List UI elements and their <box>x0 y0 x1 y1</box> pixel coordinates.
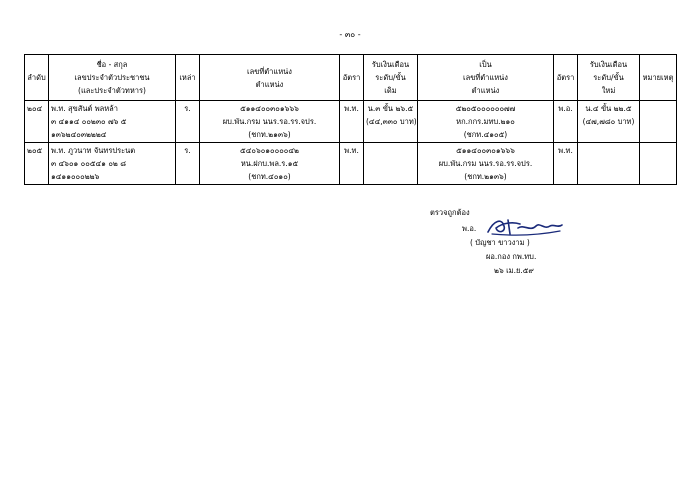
cell-branch: ร. <box>176 101 200 143</box>
position-ref: (ชกท.๔๑๐๕) <box>463 130 508 139</box>
position-title: ผบ.พัน.กรม นนร.รอ.รร.จปร. <box>438 159 533 168</box>
salary-level: น.๓ ขั้น ๒๖.๕ <box>367 104 414 113</box>
position-number: ๕๔๐๖๐๑๐๐๐๐๔๒ <box>240 146 299 155</box>
position-title: ผบ.พัน.กรม นนร.รอ.รร.จปร. <box>222 117 317 126</box>
cell-salary-old <box>364 101 418 143</box>
header-salary-new: รับเงินเดือน ระดับ/ขั้น ใหม่ <box>578 55 640 101</box>
cell-rank-new: พ.ท. <box>554 143 578 185</box>
cell-rank-old: พ.ท. <box>340 101 364 143</box>
person-name: พ.ท. สุขสันต์ พลหล้า <box>51 104 118 113</box>
handwritten-signature <box>484 216 566 238</box>
table-row <box>25 143 677 185</box>
cell-position-new <box>418 101 554 143</box>
position-ref: (ชกท.๔๐๑๐) <box>248 172 291 181</box>
cell-name <box>49 143 176 185</box>
position-title: หก.กกร.มทบ.๒๑๐ <box>456 117 515 126</box>
salary-amount: (๔๗,๗๘๐ บาท) <box>582 117 635 126</box>
position-number: ๕๒๐๕๐๐๐๐๐๐๗๗ <box>455 104 516 113</box>
position-ref: (ชกท.๒๑๓๖) <box>248 130 291 139</box>
signer-rank: พ.อ. <box>462 224 477 233</box>
citizen-id: ๓ ๔๖๐๑ ๐๐๕๔๑ ๐๒ ๘ <box>51 159 127 168</box>
header-rank-old: อัตรา <box>340 55 364 101</box>
page-number: - ๓๐ - <box>339 30 361 39</box>
header-position-old: เลขที่ตำแหน่ง ตำแหน่ง <box>200 55 340 101</box>
signer-position: ผอ.กอง กพ.ทบ. <box>486 252 537 261</box>
person-name: พ.ท. ภูวนาท จันทรประนต <box>51 146 136 155</box>
salary-level: น.๔ ขั้น ๒๒.๕ <box>585 104 632 113</box>
certification-block <box>430 206 600 278</box>
position-ref: (ชกท.๒๑๓๖) <box>464 172 507 181</box>
cell-remarks <box>640 143 677 185</box>
table-row <box>25 101 677 143</box>
header-name: ชื่อ - สกุล เลขประจำตัวประชาชน (และประจำตัวทหาร) <box>49 55 176 101</box>
position-number: ๕๑๑๔๐๐๓๐๑๖๖๖ <box>240 104 299 113</box>
signer-name: ( บัญชา ขาวงาม ) <box>470 238 530 247</box>
cell-position-new <box>418 143 554 185</box>
signed-date: ๒๖ เม.ย.๕๙ <box>494 266 534 275</box>
military-id: ๑๓๖๒๔๐๓๒๒๒๔ <box>51 130 107 139</box>
personnel-table <box>24 54 677 185</box>
cell-rank-old: พ.ท. <box>340 143 364 185</box>
position-title: หน.ฝกบ.พล.ร.๑๕ <box>240 159 299 168</box>
header-remarks: หมายเหตุ <box>640 55 677 101</box>
military-id: ๑๔๑๑๐๐๐๒๒๖ <box>51 172 100 181</box>
salary-amount: (๔๔,๓๓๐ บาท) <box>366 117 417 126</box>
cell-seq: ๒๐๕ <box>25 143 49 185</box>
header-salary-old: รับเงินเดือน ระดับ/ขั้น เดิม <box>364 55 418 101</box>
cell-name <box>49 101 176 143</box>
table-header-row <box>25 55 677 101</box>
cell-remarks <box>640 101 677 143</box>
cell-position-old <box>200 101 340 143</box>
header-rank-new: อัตรา <box>554 55 578 101</box>
cell-salary-new <box>578 143 640 185</box>
cell-position-old <box>200 143 340 185</box>
header-branch: เหล่า <box>176 55 200 101</box>
cell-seq: ๒๐๔ <box>25 101 49 143</box>
position-number: ๕๑๑๔๐๐๓๐๑๖๖๖ <box>456 146 515 155</box>
citizen-id: ๓ ๔๑๑๔ ๐๐๒๓๐ ๗๖ ๕ <box>51 117 127 126</box>
cell-rank-new: พ.อ. <box>554 101 578 143</box>
cell-salary-old <box>364 143 418 185</box>
cell-salary-new <box>578 101 640 143</box>
header-position-new: เป็น เลขที่ตำแหน่ง ตำแหน่ง <box>418 55 554 101</box>
certification-label: ตรวจถูกต้อง <box>430 208 470 217</box>
cell-branch: ร. <box>176 143 200 185</box>
header-seq: ลำดับ <box>25 55 49 101</box>
